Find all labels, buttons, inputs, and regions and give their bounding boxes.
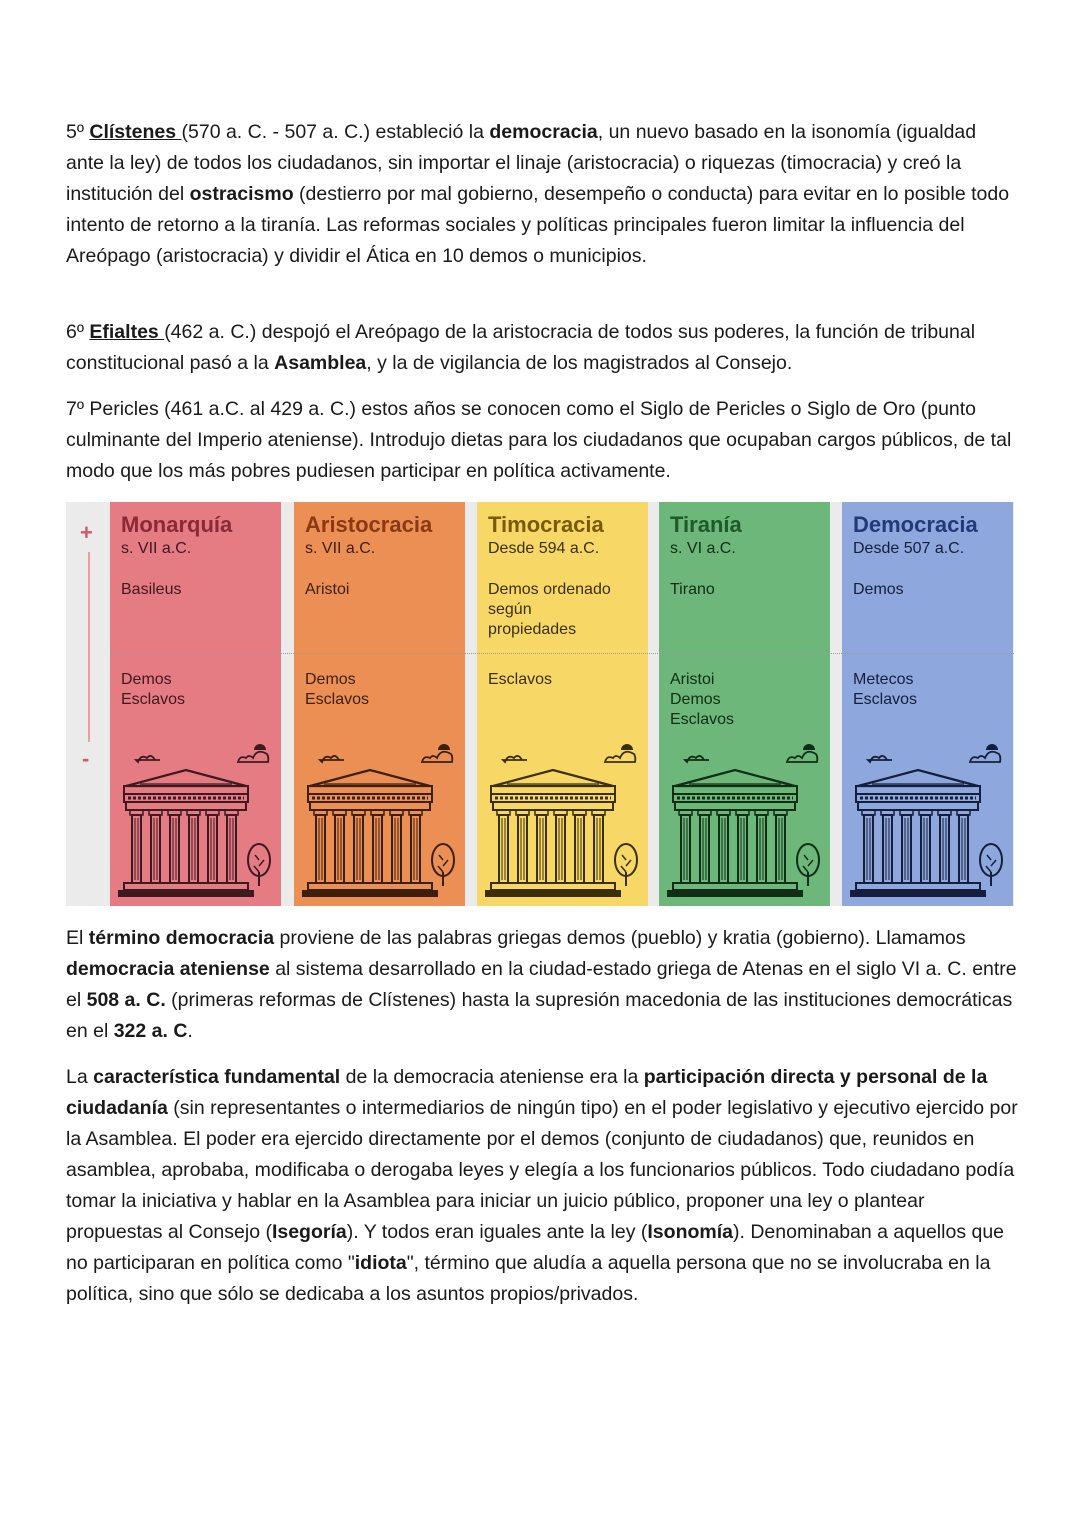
bold-idiota: idiota [354,1252,407,1274]
text-span: al sistema desarrollado en la ciudad-estado griega de Atenas en el siglo VI a. C. entre el [66,958,1017,1011]
text-span: de la democracia ateniense era la [340,1066,644,1088]
bold-termino-democracia: término democracia [88,927,275,949]
name-clistenes: Clístenes [89,121,182,143]
paragraph-efialtes [66,317,1018,379]
column-subjects: Metecos Esclavos [853,671,918,708]
column-title: Democracia [853,512,978,537]
text-span: (570 a. C. - 507 a. C.) estableció la [181,121,490,143]
paragraph-caracteristica [66,1062,1018,1310]
bold-ostracismo: ostracismo [189,183,294,205]
bold-isonomia: Isonomía [647,1221,733,1243]
column-rulers: Tirano [670,581,715,598]
temple-icon [477,738,648,906]
text-span: , y la de vigilancia de los magistrados al Consejo. [366,352,793,374]
column-date: Desde 594 a.C. [488,540,600,557]
column-subjects: Demos Esclavos [121,671,186,708]
bold-isegoria: Isegoría [271,1221,347,1243]
minus-sign: - [82,746,90,771]
column-rulers: Demos ordenado según propiedades [488,581,611,638]
bold-democracia: democracia [489,121,598,143]
name-efialtes: Efialtes [89,321,165,343]
text-span: proviene de las palabras griegas demos (pueblo) y kratia (gobierno). Llamamos [274,927,966,949]
item-number: 5º [66,121,90,143]
column-title: Aristocracia [305,512,433,537]
column-rulers: Aristoi [305,581,350,598]
column-title: Timocracia [488,512,604,537]
plus-sign: + [80,520,93,545]
temple-icon [659,738,830,906]
column-rulers: Demos [853,581,904,598]
hierarchy-scale [66,502,110,906]
text-span: El [66,927,89,949]
column-monarquia [110,502,281,906]
item-number: 6º [66,321,90,343]
column-subjects: Esclavos [488,671,553,688]
bold-participacion: participación directa y personal de la ciudadanía [66,1066,988,1119]
temple-icon [842,738,1013,906]
text-span: ). Denominaban a aquellos que no participaran en política como " [66,1221,1005,1274]
government-forms-figure [66,502,1014,906]
column-date: Desde 507 a.C. [853,540,965,557]
column-democracia [842,502,1013,906]
column-subjects: Aristoi Demos Esclavos [670,671,735,728]
bold-508: 508 a. C. [86,989,166,1011]
divider-line [110,653,1014,654]
text-span: (destierro por mal gobierno, desempeño o conducta) para evitar en lo posible todo intento de retorno a la tiranía. Las reformas sociales y políticas principales fueron limitar la influencia del Areópago (aristocracia) y dividir el Ática en 10 demos o municipios. [66,183,1010,267]
column-tirania [659,502,830,906]
column-title: Monarquía [121,512,233,537]
text-span: (sin representantes o intermediarios de ningún tipo) en el poder legislativo y ejecutivo ejercido por la Asamblea. El poder era ejercido directamente por el demos (conjunto de ciudadanos) que, reunidos en asamblea, aprobaba, modificaba o derogaba leyes y elegía a los funcionarios públicos. Todo ciudadano podía tomar la iniciativa y hablar en la Asamblea para iniciar un juicio público, proponer una ley o plantear propuestas al Consejo ( [66,1097,1018,1243]
scale-line [88,552,90,742]
column-aristocracia [294,502,465,906]
paragraph-clistenes [66,117,1018,272]
column-date: s. VII a.C. [305,540,376,557]
column-subjects: Demos Esclavos [305,671,370,708]
bold-asamblea: Asamblea [274,352,367,374]
temple-icon [110,738,281,906]
column-date: s. VII a.C. [121,540,192,557]
bold-322: 322 a. C [113,1020,188,1042]
paragraph-termino-democracia [66,923,1018,1047]
column-rulers: Basileus [121,581,182,598]
text-span: (462 a. C.) despojó el Areópago de la aristocracia de todos sus poderes, la función de tribunal constitucional pasó a la [66,321,976,374]
bold-democracia-ateniense: democracia ateniense [66,958,270,980]
text-span: La [66,1066,94,1088]
bold-caracteristica: característica fundamental [93,1066,341,1088]
text-span: ", término que aludía a aquella persona que no se involucraba en la política, sino que sólo se dedicaba a los asuntos propios/privados. [66,1252,991,1305]
paragraph-pericles: 7º Pericles (461 a.C. al 429 a. C.) estos años se conocen como el Siglo de Pericles o Siglo de Oro (punto culminante del Imperio ateniense). Introdujo dietas para los ciudadanos que ocupaban cargos públicos, de tal modo que los más pobres pudiesen participar en política activamente. [66,398,1012,482]
text-span: (primeras reformas de Clístenes) hasta la supresión macedonia de las instituciones democráticas en el [66,989,1013,1042]
text-span: , un nuevo basado en la isonomía (igualdad ante la ley) de todos los ciudadanos, sin importar el linaje (aristocracia) o riquezas (timocracia) y creó la institución del [66,121,977,205]
temple-icon [294,738,465,906]
column-title: Tiranía [670,512,742,537]
column-timocracia [477,502,648,906]
column-date: s. VI a.C. [670,540,736,557]
text-span: ). Y todos eran iguales ante la ley ( [346,1221,648,1243]
text-span: . [187,1020,193,1042]
